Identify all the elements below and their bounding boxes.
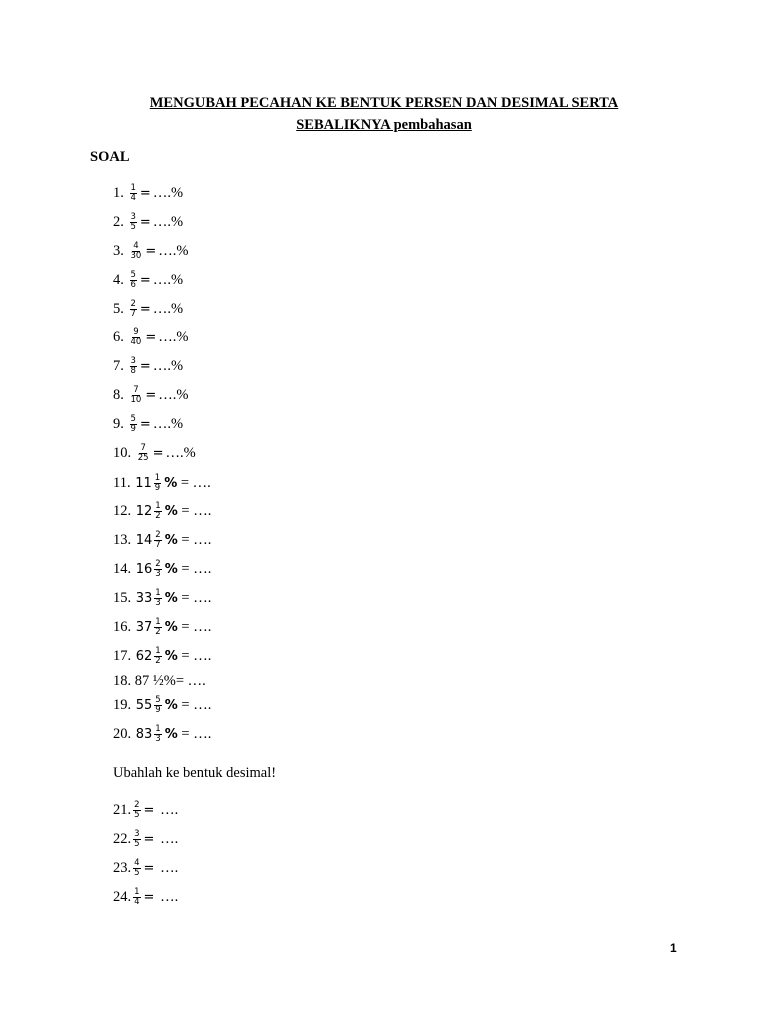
answer-blank: …. <box>156 801 179 818</box>
answer-blank: …. <box>193 696 212 713</box>
whole-number: 37 <box>135 619 153 635</box>
fraction <box>133 801 140 820</box>
answer-blank: …. <box>193 618 212 635</box>
whole-number: 55 <box>135 697 153 713</box>
fraction-denominator: 3 <box>155 568 161 579</box>
problem-number: 6. <box>113 328 128 345</box>
fraction-denominator: 9 <box>130 423 136 434</box>
equals-sign: = <box>139 416 151 432</box>
equals-sign: = <box>143 831 155 847</box>
fraction-numerator: 2 <box>155 558 161 569</box>
fraction-denominator: 2 <box>155 510 161 521</box>
fraction-numerator: 7 <box>140 442 146 453</box>
equals-sign: = <box>139 301 151 317</box>
title-line-2: SEBALIKNYA pembahasan <box>296 117 472 133</box>
problem-item <box>113 720 211 748</box>
problem-number: 18. <box>113 672 135 689</box>
fraction <box>130 184 137 203</box>
problem-number: 15. <box>113 589 135 606</box>
problem-number: 16. <box>113 618 135 635</box>
answer-blank: …. <box>156 859 179 876</box>
fraction <box>130 300 137 319</box>
percent-sign: % <box>164 697 178 713</box>
percent-sign: % <box>164 619 178 635</box>
fraction <box>130 213 137 232</box>
answer-blank: …. <box>193 589 212 606</box>
equals-sign: = <box>145 329 157 345</box>
equals-sign: = <box>145 387 157 403</box>
fraction <box>137 444 150 463</box>
fraction <box>130 386 143 405</box>
fraction <box>154 725 161 744</box>
problem-item <box>113 179 183 207</box>
fraction-numerator: 1 <box>155 587 161 598</box>
fraction-numerator: 2 <box>130 298 136 309</box>
problem-item <box>113 825 178 853</box>
problem-number: 3. <box>113 242 128 259</box>
problem-number: 14. <box>113 560 135 577</box>
answer-blank: ….% <box>158 328 189 345</box>
answer-blank: ….% <box>152 271 184 288</box>
whole-number: 16 <box>135 561 153 577</box>
fraction-denominator: 4 <box>134 896 140 907</box>
whole-number: 14 <box>135 532 153 548</box>
problem-item <box>113 323 188 351</box>
answer-blank: …. <box>193 647 212 664</box>
problem-number: 24. <box>113 888 132 905</box>
problem-number: 20. <box>113 725 135 742</box>
page-number: 1 <box>670 941 677 955</box>
fraction-denominator: 5 <box>134 809 140 820</box>
fraction-numerator: 1 <box>155 723 161 734</box>
problem-number: 17. <box>113 647 135 664</box>
fraction-numerator: 1 <box>155 500 161 511</box>
whole-number: 11 <box>135 475 152 491</box>
equals-sign: = <box>139 358 151 374</box>
equals-sign: = <box>177 560 194 577</box>
fraction <box>154 647 161 666</box>
equals-sign: = <box>139 272 151 288</box>
problem-item <box>113 237 188 265</box>
equals-sign: = <box>177 589 194 606</box>
problem-number: 4. <box>113 271 128 288</box>
problem-number: 23. <box>113 859 132 876</box>
answer-blank: …. <box>193 502 212 519</box>
fraction-denominator: 7 <box>155 539 161 550</box>
equals-sign: = <box>177 531 194 548</box>
fraction-numerator: 1 <box>130 182 136 193</box>
fraction-numerator: 2 <box>134 799 140 810</box>
equals-sign: = <box>143 889 155 905</box>
problem-item <box>113 883 178 911</box>
fraction-numerator: 5 <box>155 694 161 705</box>
fraction-numerator: 2 <box>155 529 161 540</box>
equals-sign: = <box>145 243 157 259</box>
fraction-denominator: 8 <box>130 365 136 376</box>
answer-blank: …. <box>193 560 212 577</box>
fraction-numerator: 4 <box>134 857 140 868</box>
fraction-denominator: 5 <box>134 838 140 849</box>
equals-sign: = <box>177 474 193 491</box>
problem-number: 21. <box>113 801 132 818</box>
fraction-denominator: 10 <box>130 394 142 405</box>
fraction <box>154 531 161 550</box>
problem-item <box>113 555 211 583</box>
percent-sign: % <box>164 561 178 577</box>
problem-number: 1. <box>113 184 128 201</box>
fraction-denominator: 3 <box>155 733 161 744</box>
fraction-denominator: 2 <box>155 655 161 666</box>
problem-item <box>113 854 178 882</box>
fraction <box>130 328 143 347</box>
answer-blank: ….% <box>158 242 189 259</box>
problem-number: 22. <box>113 830 132 847</box>
equals-sign: = <box>177 647 194 664</box>
problem-number: 19. <box>113 696 135 713</box>
answer-blank: ….% <box>165 444 196 461</box>
whole-number: 62 <box>135 648 153 664</box>
fraction-denominator: 5 <box>134 867 140 878</box>
equals-sign: = <box>177 502 194 519</box>
title-line-1: MENGUBAH PECAHAN KE BENTUK PERSEN DAN DESIMAL SERTA <box>149 95 619 111</box>
fraction-denominator: 2 <box>155 626 161 637</box>
equals-sign: = <box>139 214 151 230</box>
problem-item <box>113 410 183 438</box>
answer-blank: …. <box>192 474 211 491</box>
problem-item <box>113 469 211 497</box>
fraction <box>133 830 140 849</box>
problem-item <box>113 381 188 409</box>
percent-sign: % <box>164 648 178 664</box>
fraction-denominator: 7 <box>130 308 136 319</box>
fraction <box>130 271 137 290</box>
fraction-denominator: 6 <box>130 279 136 290</box>
equals-sign: = <box>152 445 164 461</box>
answer-blank: ….% <box>152 184 184 201</box>
problem-item <box>113 613 211 641</box>
section-label: SOAL <box>90 149 130 165</box>
problem-number: 13. <box>113 531 135 548</box>
problem-item <box>113 497 211 525</box>
problem-number: 8. <box>113 386 128 403</box>
fraction-denominator: 5 <box>130 221 136 232</box>
equals-sign: = <box>177 696 194 713</box>
equals-sign: = <box>139 185 151 201</box>
whole-number: 83 <box>135 726 153 742</box>
problem-item <box>113 266 183 294</box>
fraction-denominator: 40 <box>130 336 142 347</box>
fraction-denominator: 9 <box>155 704 161 715</box>
problem-item <box>113 352 183 380</box>
problem-number: 5. <box>113 300 128 317</box>
fraction <box>130 415 137 434</box>
answer-blank: ….% <box>158 386 189 403</box>
answer-blank: ….% <box>152 357 184 374</box>
problem-item <box>113 439 196 467</box>
fraction-numerator: 7 <box>133 384 139 395</box>
fraction-numerator: 4 <box>133 240 139 251</box>
answer-blank: …. <box>156 888 179 905</box>
whole-number: 33 <box>135 590 153 606</box>
fraction <box>154 696 161 715</box>
problem-item <box>113 642 211 670</box>
fraction <box>154 560 161 579</box>
fraction-numerator: 3 <box>134 828 140 839</box>
fraction <box>130 242 143 261</box>
percent-sign: % <box>164 726 178 742</box>
fraction <box>154 589 161 608</box>
percent-sign: % <box>164 532 178 548</box>
problem-item <box>113 526 211 554</box>
fraction <box>133 888 140 907</box>
fraction-numerator: 5 <box>130 269 136 280</box>
fraction-denominator: 30 <box>130 250 142 261</box>
fraction <box>154 502 161 521</box>
problem-item <box>113 691 211 719</box>
answer-blank: ….% <box>152 213 184 230</box>
problem-number: 11. <box>113 474 135 491</box>
whole-number: 12 <box>135 503 153 519</box>
problem-item <box>113 584 211 612</box>
fraction <box>154 618 161 637</box>
equals-sign: = <box>177 618 194 635</box>
problem-text: 87 ½%= …. <box>134 672 206 689</box>
fraction-denominator: 25 <box>137 452 149 463</box>
fraction-denominator: 9 <box>154 482 161 493</box>
answer-blank: ….% <box>152 300 184 317</box>
fraction <box>133 859 140 878</box>
fraction-denominator: 3 <box>155 597 161 608</box>
percent-sign: % <box>164 475 178 491</box>
answer-blank: …. <box>156 830 179 847</box>
percent-sign: % <box>164 503 178 519</box>
problem-item <box>113 295 183 323</box>
fraction-numerator: 3 <box>130 211 136 222</box>
instruction-text: Ubahlah ke bentuk desimal! <box>113 765 277 781</box>
problem-number: 12. <box>113 502 135 519</box>
problem-item <box>113 208 183 236</box>
fraction <box>130 357 137 376</box>
problem-item <box>113 796 178 824</box>
problem-number: 2. <box>113 213 128 230</box>
fraction-numerator: 5 <box>130 413 136 424</box>
fraction-numerator: 1 <box>155 616 161 627</box>
problem-number: 10. <box>113 444 135 461</box>
equals-sign: = <box>143 860 155 876</box>
equals-sign: = <box>143 802 155 818</box>
fraction <box>154 474 161 493</box>
fraction-numerator: 1 <box>134 886 140 897</box>
fraction-numerator: 9 <box>133 326 139 337</box>
fraction-numerator: 1 <box>155 645 161 656</box>
fraction-denominator: 4 <box>130 192 136 203</box>
equals-sign: = <box>177 725 194 742</box>
percent-sign: % <box>164 590 178 606</box>
answer-blank: ….% <box>152 415 184 432</box>
fraction-numerator: 3 <box>130 355 136 366</box>
problem-number: 7. <box>113 357 128 374</box>
answer-blank: …. <box>193 725 212 742</box>
problem-number: 9. <box>113 415 128 432</box>
answer-blank: …. <box>193 531 212 548</box>
fraction-numerator: 1 <box>154 472 161 483</box>
